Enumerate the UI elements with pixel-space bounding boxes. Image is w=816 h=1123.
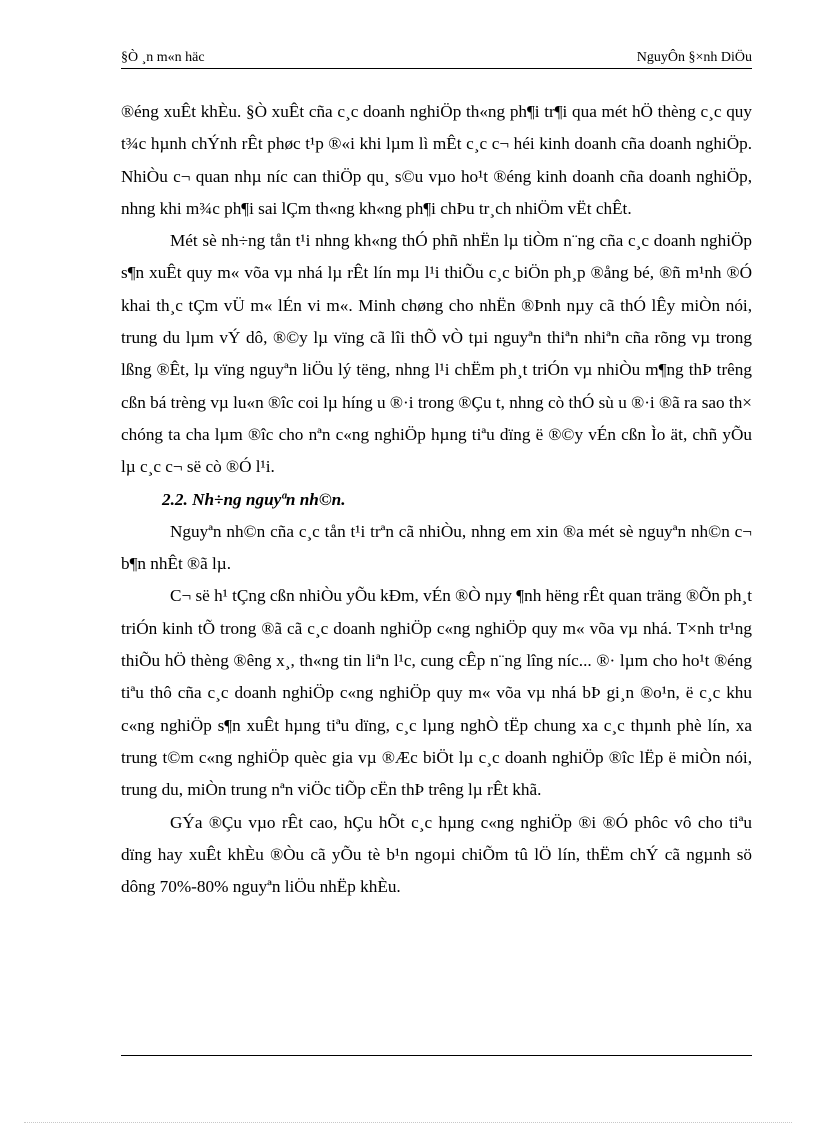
paragraph-causes-intro: Nguyªn nh©n cña c¸c tån t¹i trªn cã nhiÒu, nhng em xin ®a mét sè nguyªn nh©n c¬ b¶n nhÊt ®ã lµ. xyxy=(121,521,752,574)
header-rule xyxy=(121,68,752,69)
paragraph-continued: ®éng xuÊt khÈu. §Ò xuÊt cña c¸c doanh nghiÖp th«ng ph¶i tr¶i qua mét hÖ thèng c¸c quy t¾c hµnh chÝnh rÊt phøc t¹p ®«i khi lµm lì mÊt c¸c c¬ héi kinh doanh cña doanh nghiÖp. NhiÒu c¬ quan nhµ níc can thiÖp qu¸ s©u vµo ho¹t ®éng kinh doanh cña doanh nghiÖp, nhng khi m¾c ph¶i sai lÇm th«ng kh«ng ph¶i chÞu tr¸ch nhiÖm vËt chÊt. xyxy=(121,102,752,218)
paragraph-potential: Mét sè nh÷ng tån t¹i nhng kh«ng thÓ phñ nhËn lµ tiÒm n¨ng cña c¸c doanh nghiÖp s¶n xuÊt quy m« võa vµ nhá lµ rÊt lín mµ l¹i thiÕu c¸c biÖn ph¸p ®ång bé, ®ñ m¹nh ®Ó khai th¸c tÇm vÜ m« lÉn vi m«. Minh chøng cho nhËn ®Þnh nµy cã thÓ lÊy miÒn nói, trung du lµm vÝ dô, ®©y lµ vïng cã lîi thÕ vÒ tµi nguyªn thiªn nhiªn cña rõng vµ trong lßng ®Êt, lµ vïng nguyªn liÖu lý tëng, nhng l¹i chËm ph¸t triÓn vµ nhiÒu m¶ng thÞ trêng cßn bá trèng vµ lu«n ®îc coi lµ híng u ®·i trong ®Çu t, nhng cò thÓ sù u ®·i ®ã ra sao th× chóng ta cha lµm ®îc cho nªn c«ng nghiÖp hµng tiªu dïng ë ®©y vÉn cßn Ìo ät, chñ yÕu lµ c¸c c¬ së cò ®Ó l¹i. xyxy=(121,231,752,477)
footer-rule xyxy=(121,1055,752,1056)
page-header xyxy=(121,48,752,68)
header-author-name: NguyÔn §×nh DiÖu xyxy=(636,50,752,65)
header-course-title: §Ò ¸n m«n häc xyxy=(121,50,205,65)
document-body xyxy=(121,96,752,903)
paragraph-input-costs: GÝa ®Çu vµo rÊt cao, hÇu hÕt c¸c hµng c«ng nghiÖp ®i ®Ó phôc vô cho tiªu dïng hay xuÊt khÈu ®Òu cã yÕu tè b¹n ngoµi chiÕm tû lÖ lín, thËm chÝ cã ngµnh sö dông 70%-80% nguyªn liÖu nhËp khÈu. xyxy=(121,812,752,897)
section-heading: 2.2. Nh÷ng nguyªn nh©n. xyxy=(162,489,346,509)
paragraph-infrastructure: C¬ së h¹ tÇng cßn nhiÒu yÕu kÐm, vÉn ®Ò nµy ¶nh hëng rÊt quan träng ®Õn ph¸t triÓn kinh tÕ trong ®ã cã c¸c doanh nghiÖp c«ng nghiÖp quy m« võa vµ nhá. T×nh tr¹ng thiÕu hÖ thèng ®êng x¸, th«ng tin liªn l¹c, cung cÊp n¨ng lîng níc... ®· lµm cho ho¹t ®éng tiªu thô cña c¸c doanh nghiÖp c«ng nghiÖp quy m« võa vµ nhá bÞ gi¸n ®o¹n, ë c¸c khu c«ng nghiÖp s¶n xuÊt hµng tiªu dïng, c¸c lµng nghÒ tËp chung xa c¸c thµnh phè lín, xa trung t©m c«ng nghiÖp quèc gia vµ ®Æc biÖt lµ c¸c doanh nghiÖp ®îc lËp ë miÒn nói, trung du, miÒn trung nªn viÖc tiÕp cËn thÞ trêng lµ rÊt khã. xyxy=(121,586,752,800)
